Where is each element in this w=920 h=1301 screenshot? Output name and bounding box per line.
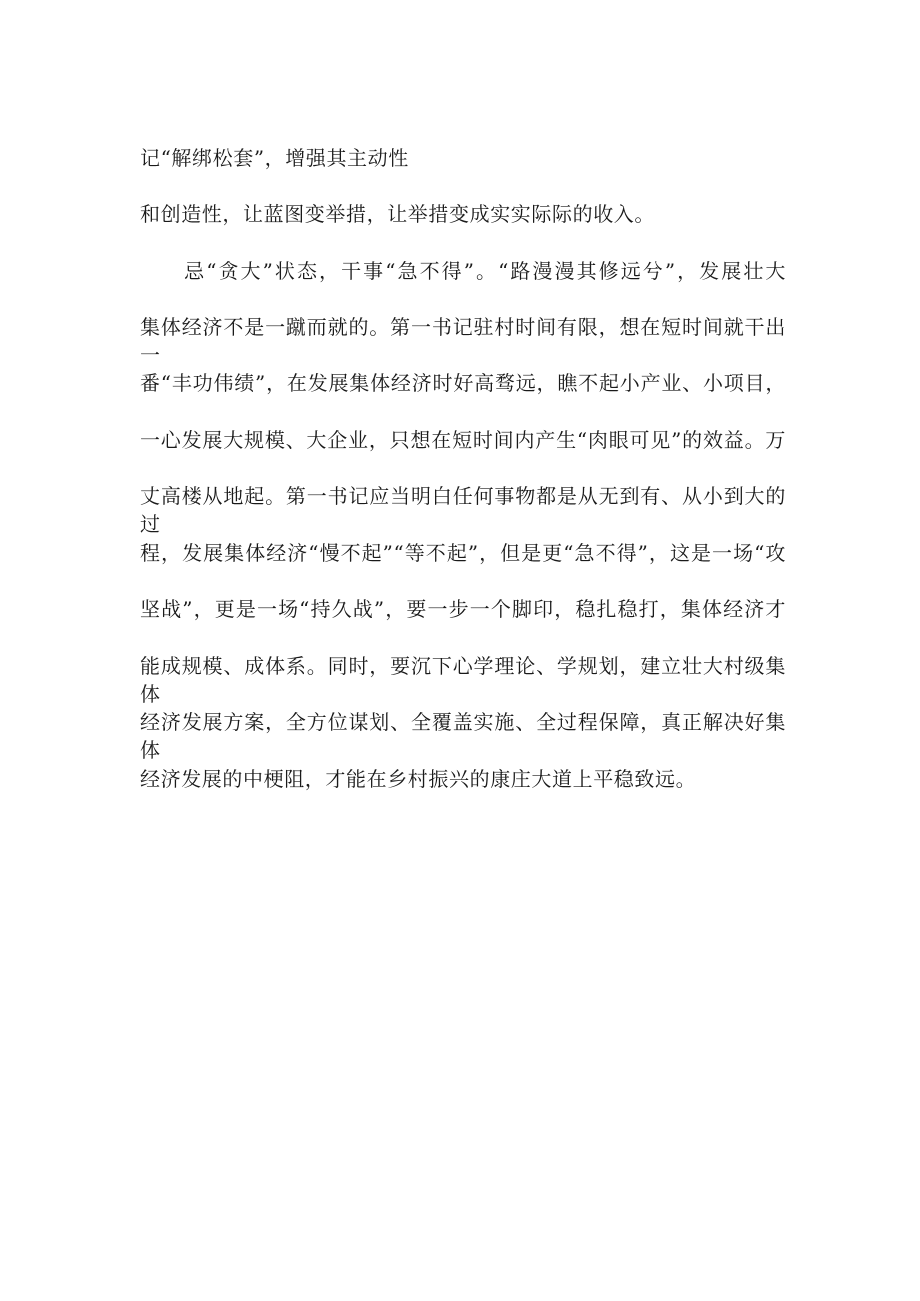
paragraph-line-1: 忌“贪大”状态，干事“急不得”。“路漫漫其修远兮”，发展壮大 [140,259,786,283]
paragraph-line-7: 坚战”，更是一场“持久战”，要一步一个脚印，稳扎稳打，集体经济才 [140,597,786,621]
fragment-line-2: 和创造性，让蓝图变举措，让举措变成实实际际的收入。 [140,202,655,226]
paragraph-line-8: 能成规模、成体系。同时，要沉下心学理论、学规划，建立壮大村级集体 [140,654,786,706]
paragraph-line-2: 集体经济不是一蹴而就的。第一书记驻村时间有限，想在短时间就干出一 [140,315,786,367]
fragment-line-1: 记“解绑松套”，增强其主动性 [140,146,409,170]
paragraph-line-5: 丈高楼从地起。第一书记应当明白任何事物都是从无到有、从小到大的过 [140,484,786,536]
paragraph-line-9: 经济发展方案，全方位谋划、全覆盖实施、全过程保障，真正解决好集体 [140,710,786,762]
paragraph-line-4: 一心发展大规模、大企业，只想在短时间内产生“肉眼可见”的效益。万 [140,428,786,452]
paragraph-line-10: 经济发展的中梗阻，才能在乡村振兴的康庄大道上平稳致远。 [140,767,697,791]
paragraph-line-6: 程，发展集体经济“慢不起”“等不起”，但是更“急不得”，这是一场“攻 [140,541,786,565]
paragraph-line-3: 番“丰功伟绩”，在发展集体经济时好高骛远，瞧不起小产业、小项目， [140,371,786,395]
